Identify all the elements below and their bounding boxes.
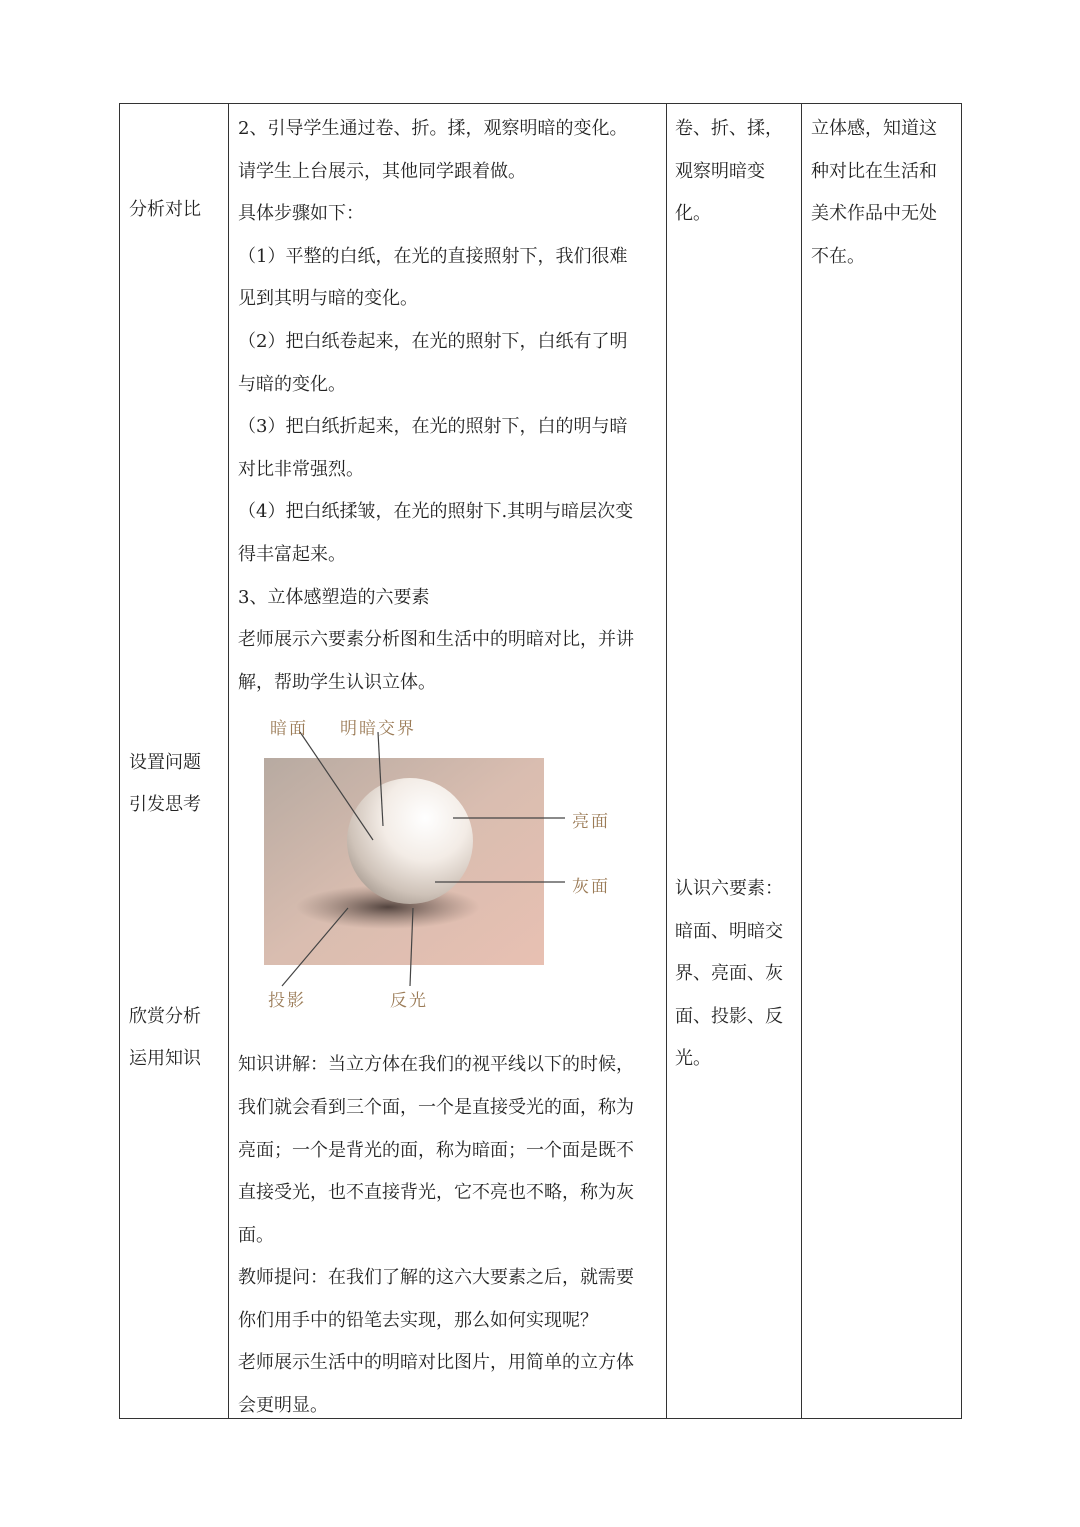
label-shadow: 投影 bbox=[268, 991, 306, 1012]
text-line: 直接受光，也不直接背光，它不亮也不略，称为灰 bbox=[238, 1182, 634, 1204]
stage-label-question: 设置问题 bbox=[129, 752, 201, 773]
text-line: 我们就会看到三个面，一个是直接受光的面，称为 bbox=[238, 1096, 634, 1118]
text-line: 见到其明与暗的变化。 bbox=[238, 288, 418, 310]
text-line: 观察明暗变 bbox=[675, 160, 765, 182]
text-line: 种对比在生活和 bbox=[811, 160, 937, 182]
text-line: （2）把白纸卷起来，在光的照射下，白纸有了明 bbox=[238, 330, 628, 352]
text-line: （3）把白纸折起来，在光的照射下，白的明与暗 bbox=[238, 416, 628, 438]
text-line: 具体步骤如下： bbox=[238, 203, 364, 225]
text-line: 3、立体感塑造的六要素 bbox=[238, 586, 430, 608]
text-line: （1）平整的白纸，在光的直接照射下，我们很难 bbox=[238, 245, 628, 267]
label-terminator: 明暗交界 bbox=[340, 719, 416, 740]
text-line: 解，帮助学生认识立体。 bbox=[238, 671, 436, 693]
text-line: 教师提问：在我们了解的这六大要素之后，就需要 bbox=[238, 1267, 634, 1289]
text-line: 知识讲解：当立方体在我们的视平线以下的时候， bbox=[238, 1054, 634, 1076]
text-line: 对比非常强烈。 bbox=[238, 458, 364, 480]
text-line: 会更明显。 bbox=[238, 1395, 328, 1417]
text-line: 请学生上台展示，其他同学跟着做。 bbox=[238, 160, 526, 182]
sphere-diagram bbox=[238, 710, 638, 1040]
text-line: 认识六要素： bbox=[675, 878, 783, 899]
label-dark-side: 暗面 bbox=[270, 719, 308, 740]
stage-label-question-2: 引发思考 bbox=[129, 794, 201, 815]
text-line: 光。 bbox=[675, 1048, 711, 1070]
text-line: 老师展示生活中的明暗对比图片，用简单的立方体 bbox=[238, 1352, 634, 1374]
student-activity-bottom bbox=[675, 868, 800, 1081]
teacher-activity-column bbox=[228, 104, 666, 1418]
activity-text-top bbox=[238, 108, 660, 704]
activity-text-bottom bbox=[238, 1044, 660, 1427]
stage-column bbox=[120, 104, 228, 1418]
text-line: 暗面、明暗交 bbox=[675, 920, 783, 942]
text-line: 你们用手中的铅笔去实现，那么如何实现呢？ bbox=[238, 1309, 598, 1331]
stage-label-analysis: 分析对比 bbox=[129, 199, 201, 220]
text-line: 面、投影、反 bbox=[675, 1005, 783, 1027]
text-line: 得丰富起来。 bbox=[238, 543, 346, 565]
text-line: 立体感，知道这 bbox=[811, 118, 937, 139]
student-activity-column bbox=[666, 104, 801, 1418]
stage-label-appreciate: 欣赏分析 bbox=[129, 1006, 201, 1027]
lesson-table bbox=[119, 103, 962, 1419]
text-line: 面。 bbox=[238, 1224, 274, 1246]
label-gray-side: 灰面 bbox=[572, 877, 610, 898]
text-line: 美术作品中无处 bbox=[811, 203, 937, 225]
text-line: 化。 bbox=[675, 203, 711, 225]
label-reflected-light: 反光 bbox=[390, 991, 428, 1012]
design-intent-column bbox=[801, 104, 963, 1418]
sphere bbox=[347, 778, 473, 904]
text-line: 卷、折、揉， bbox=[675, 118, 783, 139]
text-line: 老师展示六要素分析图和生活中的明暗对比，并讲 bbox=[238, 629, 634, 651]
label-light-side: 亮面 bbox=[572, 812, 610, 833]
text-line: 与暗的变化。 bbox=[238, 373, 346, 395]
stage-label-apply: 运用知识 bbox=[129, 1048, 201, 1069]
text-line: 2、引导学生通过卷、折。揉，观察明暗的变化。 bbox=[238, 118, 628, 139]
text-line: 不在。 bbox=[811, 245, 865, 267]
text-line: （4）把白纸揉皱，在光的照射下.其明与暗层次变 bbox=[238, 501, 634, 523]
text-line: 亮面；一个是背光的面，称为暗面；一个面是既不 bbox=[238, 1139, 634, 1161]
text-line: 界、亮面、灰 bbox=[675, 963, 783, 985]
